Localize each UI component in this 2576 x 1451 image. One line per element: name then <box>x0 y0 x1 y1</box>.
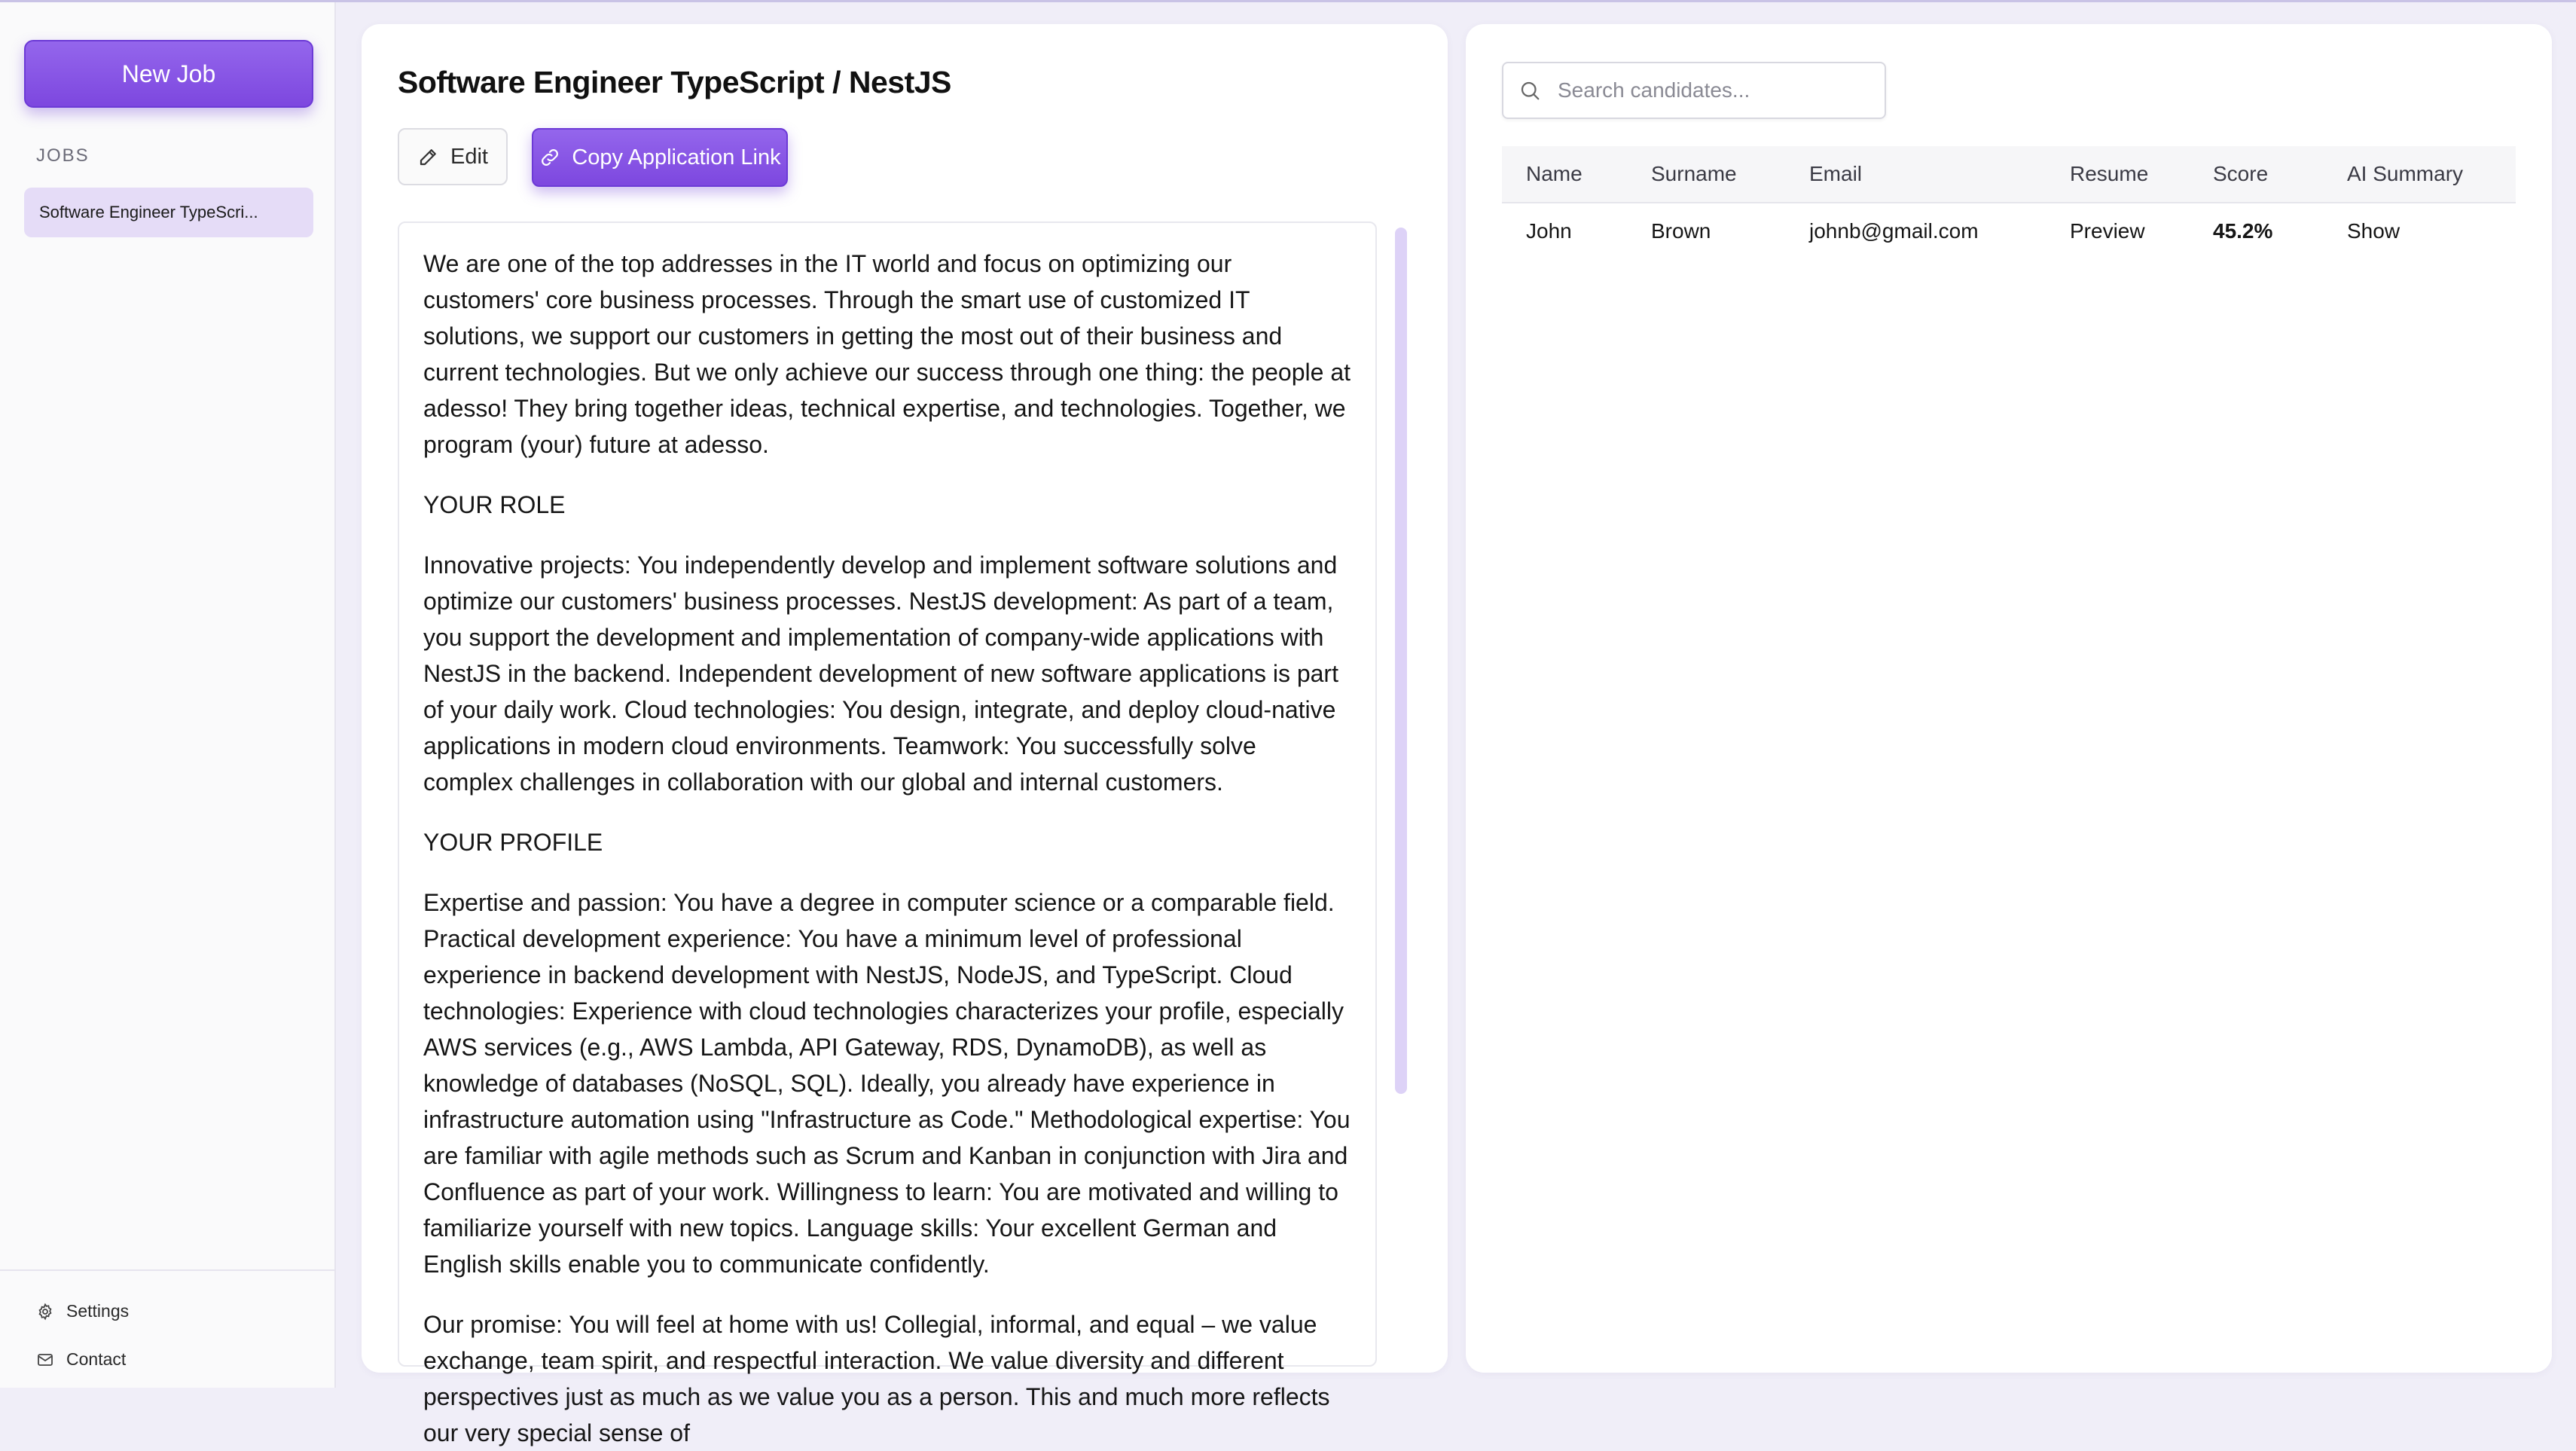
sidebar-job-item[interactable] <box>24 188 313 237</box>
mail-icon <box>36 1351 54 1369</box>
job-description <box>399 223 1375 1451</box>
resume-preview-link[interactable]: Preview <box>2070 219 2145 243</box>
table-header-row <box>1502 146 2516 203</box>
description-paragraph: Our promise: You will feel at home with us! Collegial, informal, and equal – we value exchange, team spirit, and respectful interaction. We value diversity and different perspectives just as much as we value you as a person. This and much more reflects our very special sense of <box>423 1311 1330 1446</box>
column-header-ai-summary: AI Summary <box>2323 146 2516 203</box>
link-icon <box>539 146 561 169</box>
settings-label: Settings <box>66 1301 130 1321</box>
candidates-panel <box>1466 24 2552 1373</box>
candidates-table <box>1502 146 2516 259</box>
job-description-box[interactable] <box>398 221 1377 1446</box>
candidate-name: John <box>1526 219 1572 243</box>
contact-link[interactable] <box>36 1349 126 1370</box>
candidate-email: johnb@gmail.com <box>1809 219 1979 243</box>
new-job-button[interactable]: New Job <box>24 40 313 108</box>
sidebar-job-label: Software Engineer TypeScri... <box>39 203 258 221</box>
description-paragraph: Innovative projects: You independently develop and implement software solutions and optimize our customers' business processes. NestJS development: As part of a team, you support the development and implementation of company-wide applications with NestJS in the backend. Independent development of new software applications is part of your daily work. Cloud technologies: You design, integrate, and deploy cloud-native applications in modern cloud environments. Teamwork: You successfully solve complex challenges in collaboration with our global and internal customers. <box>423 551 1338 796</box>
edit-button[interactable] <box>398 128 508 185</box>
column-header-score: Score <box>2189 146 2323 203</box>
copy-link-label: Copy Application Link <box>572 145 781 170</box>
candidate-surname: Brown <box>1651 219 1711 243</box>
job-detail-panel <box>362 24 1448 1446</box>
pencil-icon <box>417 145 440 168</box>
search-icon <box>1518 79 1541 102</box>
search-input[interactable] <box>1556 78 1876 103</box>
description-paragraph: We are one of the top addresses in the IT world and focus on optimizing our customers' core business processes. Through the smart use of customized IT solutions, we support our customers in getting the most out of their business and current technologies. But we only achieve our success through one thing: the people at adesso! They bring together ideas, technical expertise, and technologies. Together, we program (your) future at adesso. <box>423 250 1351 458</box>
sidebar <box>0 2 336 1388</box>
description-heading-role: YOUR ROLE <box>423 491 566 518</box>
description-heading-profile: YOUR PROFILE <box>423 829 603 856</box>
description-scrollbar[interactable] <box>1395 228 1407 1094</box>
edit-label: Edit <box>450 144 488 169</box>
sidebar-footer-divider <box>0 1269 334 1271</box>
description-paragraph: Expertise and passion: You have a degree in computer science or a comparable field. Practical development experience: You have a minimum level of professional experience in backend development with NestJS, NodeJS, and TypeScript. Cloud technologies: Experience with cloud technologies characterizes your profile, especially AWS services (e.g., AWS Lambda, API Gateway, RDS, DynamoDB), as well as knowledge of databases (NoSQL, SQL). Ideally, you already have experience in infrastructure automation using "Infrastructure as Code." Methodological expertise: You are familiar with agile methods such as Scrum and Kanban in conjunction with Jira and Confluence as part of your work. Willingness to learn: You are motivated and willing to familiarize yourself with new topics. Language skills: Your excellent German and English skills enable you to communicate confidently. <box>423 889 1351 1278</box>
table-row[interactable] <box>1502 203 2516 259</box>
copy-application-link-button[interactable] <box>532 128 788 187</box>
page-title: Software Engineer TypeScript / NestJS <box>398 65 951 99</box>
column-header-surname: Surname <box>1627 146 1785 203</box>
gear-icon <box>36 1303 54 1321</box>
top-border <box>0 0 2576 2</box>
column-header-resume: Resume <box>2046 146 2189 203</box>
settings-link[interactable] <box>36 1301 129 1321</box>
ai-summary-show-link[interactable]: Show <box>2347 219 2401 243</box>
column-header-email: Email <box>1785 146 2046 203</box>
search-box[interactable] <box>1502 62 1886 119</box>
contact-label: Contact <box>66 1349 127 1369</box>
candidate-score: 45.2% <box>2213 219 2273 243</box>
jobs-heading: JOBS <box>36 145 90 166</box>
column-header-name: Name <box>1502 146 1627 203</box>
